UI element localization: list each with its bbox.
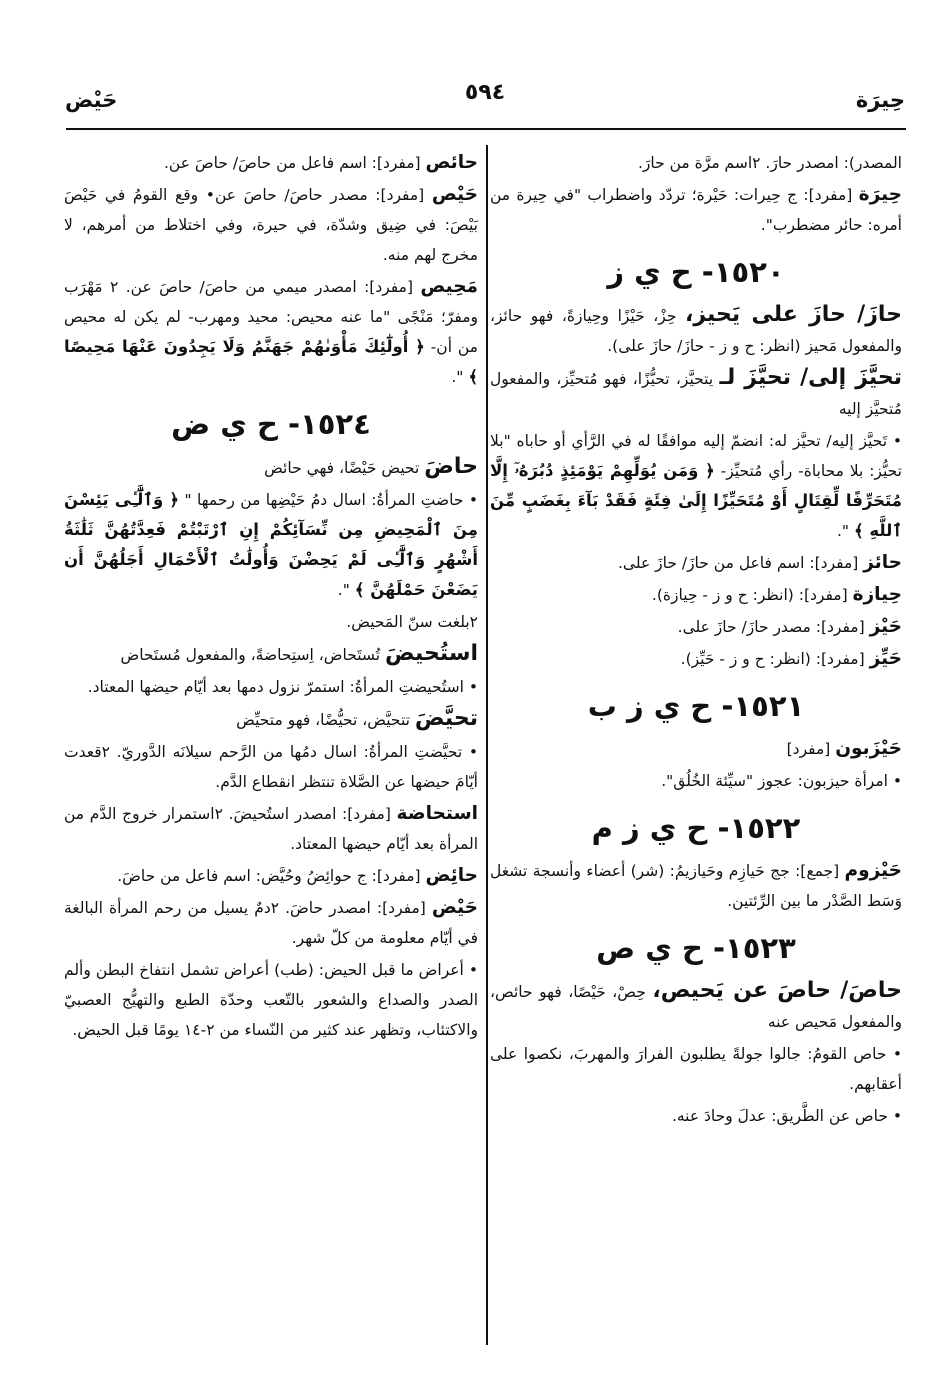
entry-headword: حازَ/ حازَ على يَحيز، <box>685 302 902 327</box>
entry-body: [مفرد]: (انظر: ح و ز - حَيِّز). <box>680 650 865 668</box>
entry-body: [مفرد]: ج حِيرات: حَيْرة؛ تردّد واضطراب "في حِيرة من أمره: حائر مضطرب". <box>490 186 902 234</box>
entry-body: • تحيَّضتِ المرأةُ: اسال دمُها من الرَّحم سيلانَه الدَّوريّ. ٢قعدت أيّامَ حيضها عن الصَّلاة تنتظر انقطاع الدَّم. <box>64 743 478 791</box>
left-column <box>64 148 478 1047</box>
entry <box>490 363 902 424</box>
quran-quote: ﴿ وَٱلَّٰٓـِٔى يَئِسْنَ مِنَ ٱلْمَحِيضِ مِن نِّسَآئِكُمْ إِنِ ٱرْتَبْتُمْ فَعِدَّتُهُنَّ ثَلَٰثَةُ أَشْهُرٍ وَٱلَّٰٓـِٔى لَمْ يَحِضْنَ وَأُولَٰتُ ٱلْأَحْمَالِ أَجَلُهُنَّ أَن يَضَعْنَ حَمْلَهُنَّ ﴾ <box>64 490 478 599</box>
entry-body: • حاص القومُ: جالوا جولةً يطلبون الفرارَ والمهربَ، نكصوا على أعقابهم. <box>490 1045 902 1093</box>
quote-end: ". <box>451 368 464 386</box>
entry <box>64 148 478 178</box>
entry-body: • حاص عن الطَّريق: عدلَ وحادَ عنه. <box>671 1107 902 1125</box>
column-divider <box>486 145 488 1345</box>
header-guide-word-right: حِيرَة <box>855 88 905 112</box>
entry-body: [مفرد]: امصدر حاضَ. ٢دمٌ يسيل من رحم المرأة البالغة في أيّام معلومة من كلّ شهر. <box>64 899 478 947</box>
entry-headword: حَيْص <box>431 184 478 205</box>
entry-text <box>490 148 902 178</box>
entry-headword: مَحِيص <box>420 276 478 297</box>
entry-body: تتحيَّض، تحيُّضًا، فهو متحيِّض <box>236 711 410 729</box>
entry-body: • استُحيضتِ المرأةُ: استمرّ نزول دمها بعد أيّام حيضها المعتاد. <box>87 678 478 696</box>
entry-sense <box>64 737 478 797</box>
quote-end: ". <box>337 581 350 599</box>
entry <box>490 548 902 578</box>
entry <box>64 180 478 270</box>
entry-headword: حَيْزَبون <box>835 738 902 759</box>
entry-headword: حائز <box>863 552 902 573</box>
entry <box>64 272 478 392</box>
entry-sense <box>64 607 478 637</box>
entry-sense <box>64 672 478 702</box>
entry-body: يتحيَّز، تحيُّزًا، فهو مُتحيِّز، والمفعول مُتحيَّز إليه <box>490 370 902 418</box>
entry-body: [جمع]: جج حَيازِم وحَيازيمُ: (شر) أعضاء وأنسجة تشغل وَسَط الصَّدْر ما بين الرِّئتين. <box>490 862 902 910</box>
entry-body: ٢بلغت سنّ المَحيض. <box>346 613 478 631</box>
quote-end: ". <box>836 522 850 540</box>
entry-headword: استُحيضَ <box>384 641 478 666</box>
entry-headword: حاصَ/ حاصَ عن يَحيص، <box>652 978 902 1003</box>
entry-body: حِصْ، حَيْصًا، فهو حائص، والمفعول مَحيص عنه <box>490 983 902 1031</box>
entry <box>490 734 902 764</box>
entry-body: • تَحيَّز إليه/ تحيَّز له: انضمّ إليه موافقًا له في الرَّأي أو حاباه "بلا تحيُّز: بلا محاباة- رأي مُتحيِّز- <box>490 432 902 480</box>
entry-headword: حِيازة <box>852 584 902 605</box>
entry-sense <box>490 1039 902 1099</box>
entry-sense <box>490 1101 902 1131</box>
entry-headword: حائص <box>425 152 478 173</box>
entry <box>490 612 902 642</box>
entry-headword: حَيِّز <box>869 648 902 669</box>
entry <box>64 452 478 483</box>
entry-sense <box>490 766 902 796</box>
entry-headword: تحيَّضَ <box>414 706 478 731</box>
entry-body: [مفرد]: مصدر حاصَ/ حاصَ عن• وقع القومُ في حَيْصَ بَيْصَ: في ضِيق وشدّة، في حيرة، وفي اختلاط من أمرهم، لا مخرج لهم منه. <box>64 186 478 264</box>
entry-sense <box>64 955 478 1045</box>
root-heading: ١٥٢٠- ح ي ز <box>607 255 785 289</box>
root-heading: ١٥٢٤- ح ي ض <box>171 407 371 441</box>
entry-body: تُستَحاض، اِستِحاضةً، والمفعول مُستَحاض <box>120 646 381 664</box>
entry <box>490 644 902 674</box>
entry-body: • أعراض ما قبل الحيض: (طب) أعراض تشمل انتفاخ البطن وألم الصدر والصداع والشعور بالتّعب وحدّة الطبع والتهيُّج العصبيّ والاكتئاب، وتظهر عند كثير من النّساء من ٢-١٤ يومًا قبل الحيض. <box>64 961 478 1039</box>
entry <box>64 639 478 670</box>
entry <box>490 976 902 1037</box>
entry <box>490 580 902 610</box>
page-header <box>65 80 905 125</box>
right-column <box>490 148 902 1133</box>
page-number: ٥٩٤ <box>464 80 506 105</box>
entry-sense <box>490 426 902 546</box>
entry <box>490 856 902 916</box>
entry <box>64 704 478 735</box>
entry-headword: حَيْض <box>431 897 478 918</box>
entry-body: [مفرد]: اسم فاعل من حاصَ/ حاصَ عن. <box>164 154 421 172</box>
entry-headword: حَيْزوم <box>844 860 902 881</box>
entry <box>490 300 902 361</box>
quran-quote: ﴿ وَمَن يُوَلِّهِمْ يَوْمَئِذٍ دُبُرَهُۥٓ إِلَّا مُتَحَرِّفًا لِّقِتَالٍ أَوْ مُتَحَيِّزًا إِلَىٰ فِئَةٍ فَقَدْ بَآءَ بِغَضَبٍ مِّنَ ٱللَّهِ ﴾ <box>490 461 902 540</box>
entry-headword: تحيَّزَ إلى/ تحيَّزَ لـ <box>719 365 902 390</box>
entry <box>64 861 478 891</box>
entry-body: • حاضتِ المرأةُ: اسال دمُ حَيْضِها من رحمها " <box>184 491 479 509</box>
root-heading: ١٥٢١- ح ي ز ب <box>587 689 805 723</box>
entry-headword: حائِض <box>425 865 478 886</box>
header-rule <box>66 128 906 130</box>
entry <box>490 180 902 240</box>
root-heading: ١٥٢٢- ح ي ز م <box>591 811 801 845</box>
entry <box>64 893 478 953</box>
entry-body: [مفرد]: مصدر حازَ/ حازَ على. <box>677 618 865 636</box>
entry-body: • امرأة حيزبون: عجوز "سيِّئة الخُلُق". <box>661 772 902 790</box>
root-heading: ١٥٢٣- ح ي ص <box>596 931 796 965</box>
entry-headword: حاضَ <box>424 454 478 479</box>
entry-headword: حِيرَة <box>858 184 902 205</box>
quran-quote: ﴿ أُولَٰٓئِكَ مَأْوَىٰهُمْ جَهَنَّمُ وَلَا يَجِدُونَ عَنْهَا مَحِيصًا ﴾ <box>64 337 478 386</box>
header-guide-word-left: حَيْض <box>65 88 118 112</box>
entry-sense <box>64 485 478 605</box>
entry-body: المصدر): امصدر حارَ. ٢اسم مرَّة من حارَ. <box>637 154 902 172</box>
entry-body: [مفرد]: امصدر استُحيضَ. ٢استمرار خروج الدَّم من المرأة بعد أيّام حيضها المعتاد. <box>64 805 478 853</box>
entry-body: [مفرد]: امصدر ميمي من حاصَ/ حاصَ عن. ٢ مَهْرَب ومفرّ؛ مَنْجًى "ما عنه محيص: محيد ومهرب- لم يكن له محيص من أن- <box>64 278 478 356</box>
entry-body: [مفرد]: (انظر: ح و ز - حِيازة). <box>651 586 848 604</box>
entry-body: [مفرد] <box>786 740 831 758</box>
entry-headword: حَيْز <box>869 616 902 637</box>
entry <box>64 799 478 859</box>
entry-body: حِزْ، حَيْزًا وحِيازةً، فهو حائز، والمفعول مَحيز (انظر: ح و ز - حازَ/ حازَ على). <box>490 307 902 355</box>
entry-body: [مفرد]: ج حوائِضُ وحُيَّض: اسم فاعل من حاضَ. <box>117 867 421 885</box>
entry-body: تحيض حَيْضًا، فهي حائض <box>264 459 420 477</box>
entry-body: [مفرد]: اسم فاعل من حازَ/ حازَ على. <box>617 554 859 572</box>
entry-headword: استحاضة <box>396 803 479 824</box>
